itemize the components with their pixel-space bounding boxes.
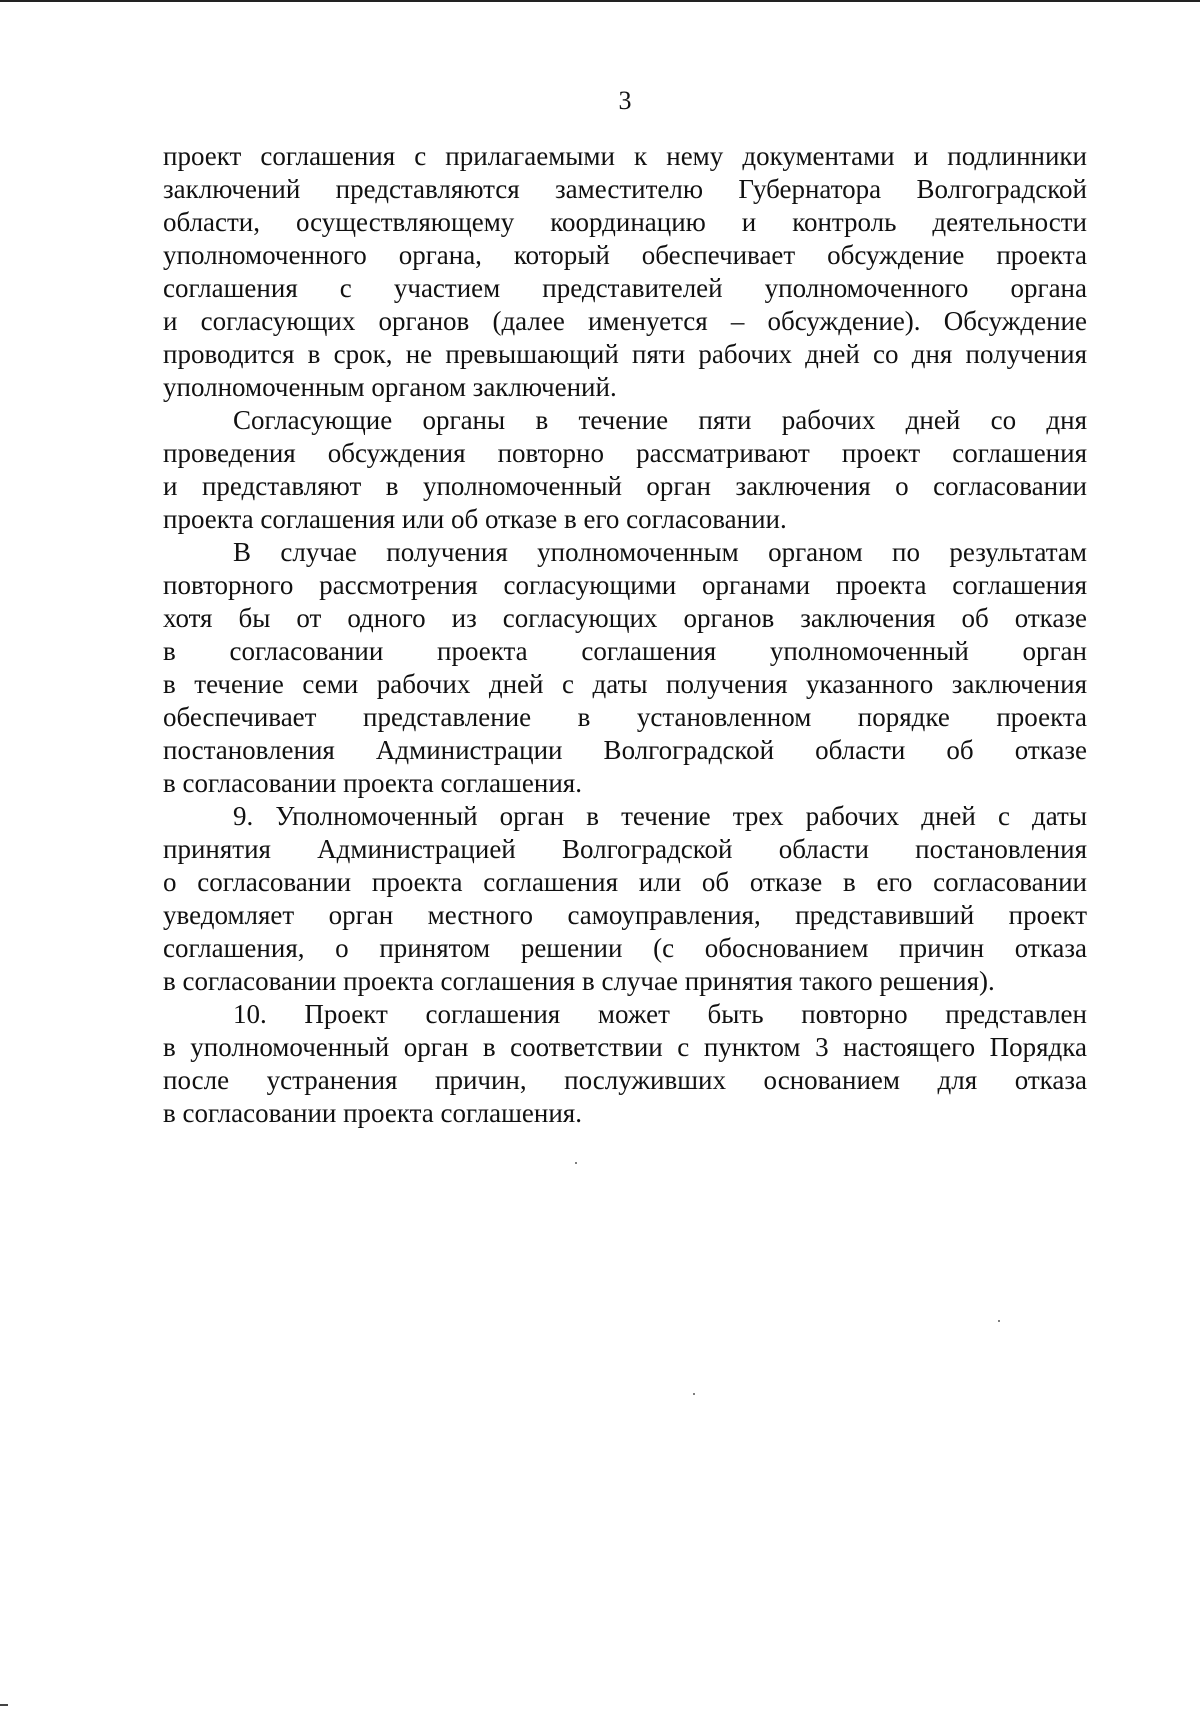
paragraph-3 (163, 536, 1087, 800)
text-line: в согласовании проекта соглашения. (163, 1098, 582, 1128)
text-line: и представляют в уполномоченный орган заключения о согласовании (163, 471, 1087, 501)
text-line: и согласующих органов (далее именуется – обсуждение). Обсуждение (163, 306, 1087, 336)
text-line: проект соглашения с прилагаемыми к нему документами и подлинники (163, 141, 1087, 171)
text-line: В случае получения уполномоченным органом по результатам (233, 537, 1087, 567)
scan-speck (693, 1393, 695, 1395)
paragraph-item-10 (163, 998, 1087, 1130)
text-line: в уполномоченный орган в соответствии с пунктом 3 настоящего Порядка (163, 1032, 1087, 1062)
text-line: соглашения, о принятом решении (с обоснованием причин отказа (163, 933, 1087, 963)
text-line: в течение семи рабочих дней с даты получения указанного заключения (163, 669, 1087, 699)
text-line: в согласовании проекта соглашения уполномоченный орган (163, 636, 1087, 666)
text-line: области, осуществляющему координацию и контроль деятельности (163, 207, 1087, 237)
scan-speck (575, 1162, 577, 1164)
text-line: уполномоченного органа, который обеспечивает обсуждение проекта (163, 240, 1087, 270)
text-line: 10. Проект соглашения может быть повторно представлен (233, 999, 1087, 1029)
text-line: уполномоченным органом заключений. (163, 372, 617, 402)
text-line: принятия Администрацией Волгоградской области постановления (163, 834, 1087, 864)
text-line: постановления Администрации Волгоградской области об отказе (163, 735, 1087, 765)
paragraph-1 (163, 140, 1087, 404)
scan-edge-top (0, 0, 1200, 2)
document-body (163, 140, 1087, 1130)
text-line: заключений представляются заместителю Губернатора Волгоградской (163, 174, 1087, 204)
text-line: уведомляет орган местного самоуправления, представивший проект (163, 900, 1087, 930)
text-line: повторного рассмотрения согласующими органами проекта соглашения (163, 570, 1087, 600)
paragraph-item-9 (163, 800, 1087, 998)
text-line: хотя бы от одного из согласующих органов заключения об отказе (163, 603, 1087, 633)
text-line: обеспечивает представление в установленном порядке проекта (163, 702, 1087, 732)
scan-edge-mark (0, 1704, 8, 1706)
text-line: проводится в срок, не превышающий пяти рабочих дней со дня получения (163, 339, 1087, 369)
page-number: 3 (618, 86, 632, 115)
paragraph-2 (163, 404, 1087, 536)
text-line: Согласующие органы в течение пяти рабочих дней со дня (233, 405, 1087, 435)
scan-speck (998, 1320, 1000, 1322)
text-line: после устранения причин, послуживших основанием для отказа (163, 1065, 1087, 1095)
text-line: в согласовании проекта соглашения. (163, 768, 582, 798)
text-line: проведения обсуждения повторно рассматривают проект соглашения (163, 438, 1087, 468)
text-line: проекта соглашения или об отказе в его согласовании. (163, 504, 787, 534)
text-line: соглашения с участием представителей уполномоченного органа (163, 273, 1087, 303)
text-line: о согласовании проекта соглашения или об отказе в его согласовании (163, 867, 1087, 897)
text-line: в согласовании проекта соглашения в случае принятия такого решения). (163, 966, 995, 996)
text-line: 9. Уполномоченный орган в течение трех рабочих дней с даты (233, 801, 1087, 831)
